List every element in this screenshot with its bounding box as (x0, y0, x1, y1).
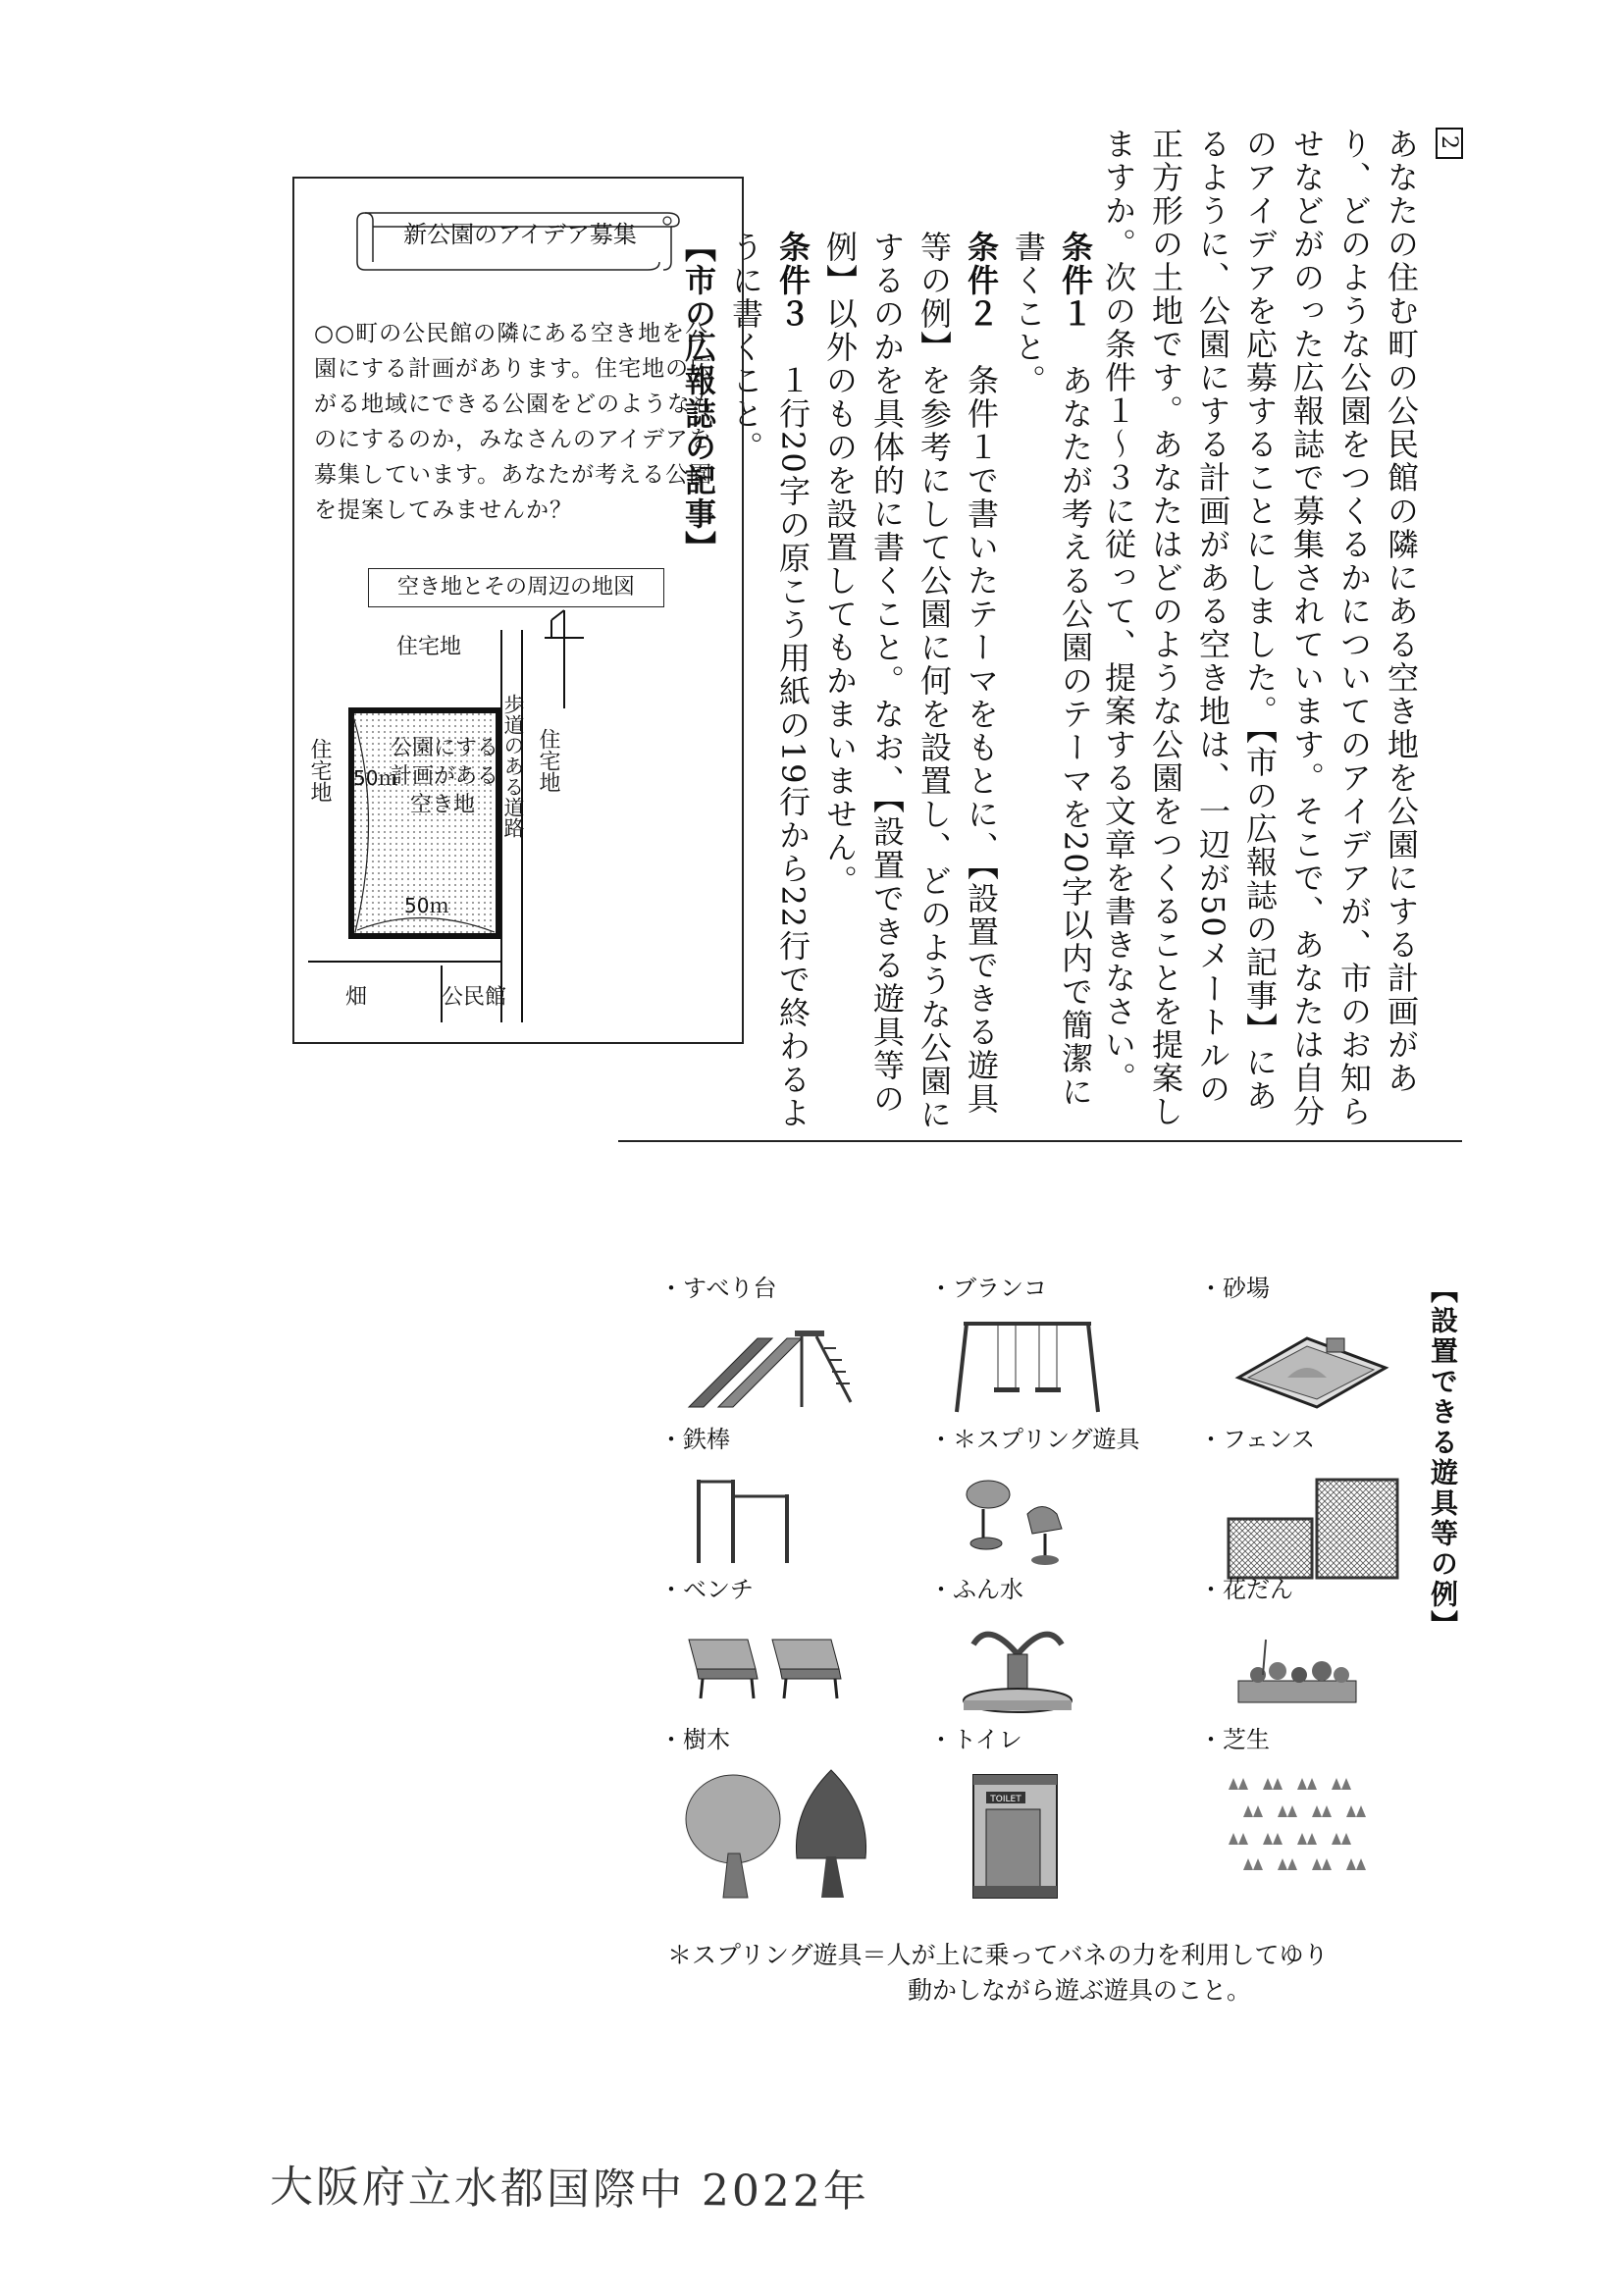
footnote-line-2: 動かしながら遊ぶ遊具のこと。 (908, 1976, 1252, 2005)
condition-1-head: 条件１ (1057, 231, 1094, 331)
equipment-spring-rider (929, 1425, 1145, 1572)
swing-icon (949, 1309, 1106, 1417)
map-label-north-residential: 住宅地 (396, 635, 462, 659)
notice-title: 新公園のアイデア募集 (403, 221, 637, 248)
toilet-icon (949, 1760, 1086, 1907)
conditions-block (680, 231, 1099, 1133)
fountain-icon (949, 1610, 1086, 1718)
spring-rider-icon (949, 1460, 1086, 1568)
slide-icon (679, 1309, 856, 1417)
lawn-icon (1219, 1760, 1386, 1878)
map-label-lot-3: 空き地 (410, 793, 476, 817)
condition-1-text: あなたが考える公園のテーマを20字以内で簡潔に書くこと。 (1010, 231, 1094, 1109)
map-label-west-residential: 住宅地 (307, 738, 332, 803)
condition-3-text: １行20字の原こう用紙の19行から22行で終わるように書くこと。 (727, 231, 812, 1130)
bench-icon (679, 1610, 856, 1708)
condition-2-head: 条件２ (963, 231, 1000, 331)
map-label-road: 歩道のある道路 (501, 694, 525, 838)
question-paragraph: あなたの住む町の公民館の隣にある空き地を公園にする計画があり、どのような公園をつくるかについてのアイデアが、市のお知らせなどがのった広報誌で募集されています。そこで、あなたは自分のアイデアを応募することにしました。【市の広報誌の記事】にあるように、公園にする計画がある空き地は、一辺が50メートルの正方形の土地です。あなたはどのような公園をつくることを提案しますか。次の条件１〜３に従って、提案する文章を書きなさい。 (1100, 128, 1420, 1128)
city-newsletter-article (292, 177, 744, 1044)
equipment-horizontal-bar (659, 1425, 875, 1572)
footnote-line-1: ＊スプリング遊具＝人が上に乗ってバネの力を利用してゆり (667, 1941, 1329, 1969)
footnote (667, 1938, 1413, 2009)
equipment-label (1199, 1725, 1270, 1754)
equipment-sandbox (1199, 1274, 1415, 1421)
map-label-lot-2: 計画がある (391, 764, 499, 789)
equipment-slide (659, 1274, 875, 1421)
equipment-label: ・フェンス (1199, 1426, 1316, 1453)
map-label-bottom-length: 50ｍ (404, 894, 449, 917)
condition-1 (1005, 231, 1099, 1133)
equipment-flowerbed (1199, 1575, 1415, 1722)
equipment-label: ・樹木 (659, 1726, 730, 1753)
fence-icon (1219, 1460, 1405, 1588)
equipment-label: ・鉄棒 (659, 1426, 730, 1453)
equipment-fence (1199, 1425, 1415, 1572)
handwritten-source-note: 大阪府立水都国際中 2022年 (269, 2162, 870, 2218)
toilet-sign: TOILET (990, 1795, 1021, 1804)
flowerbed-icon (1219, 1610, 1376, 1718)
site-map (294, 600, 742, 1042)
equipment-tree (659, 1725, 875, 1872)
equipment-label: ・砂場 (1199, 1275, 1270, 1302)
equipment-label: ・トイレ (929, 1726, 1022, 1753)
map-label-side-length: 50ｍ (353, 766, 398, 790)
map-label-east-residential: 住宅地 (536, 728, 560, 793)
tree-icon (679, 1760, 875, 1907)
equipment-label: ・ブランコ (929, 1275, 1047, 1302)
notice-body: ○○町の公民館の隣にある空き地を公園にする計画があります。住宅地の広がる地域にできる公園をどのようなものにするのか，みなさんのアイデアを募集しています。あなたが考える公園を提案してみませんか？ (314, 321, 714, 523)
equipment-lawn (1199, 1725, 1415, 1872)
condition-2 (816, 231, 1005, 1133)
equipment-label: ・＊スプリング遊具 (929, 1426, 1140, 1453)
equipment-label: ・ふん水 (929, 1576, 1023, 1603)
condition-2-text: 条件１で書いたテーマをもとに、【設置できる遊具等の例】を参考にして公園に何を設置し、どのような公園にするのかを具体的に書くこと。なお、【設置できる遊具等の例】以外のものを設置してもかまいません。 (821, 231, 1000, 1131)
map-label-community-hall: 公民館 (442, 985, 507, 1010)
question-number: 2 (1436, 128, 1463, 159)
equipment-swing (929, 1274, 1145, 1421)
section-divider (618, 1140, 1462, 1142)
sandbox-icon (1219, 1309, 1395, 1417)
equipment-fountain (929, 1575, 1145, 1722)
horizontal-bar-icon (679, 1460, 816, 1568)
map-caption: 空き地とその周辺の地図 (368, 568, 664, 607)
equipment-label: ・すべり台 (659, 1275, 777, 1302)
condition-3-head: 条件３ (774, 231, 812, 331)
equipment-toilet (929, 1725, 1145, 1872)
lawn-label: ・芝生 (1199, 1726, 1270, 1753)
equipment-label: ・花だん (1199, 1576, 1293, 1603)
equipment-bench (659, 1575, 875, 1722)
map-label-lot-1: 公園にする (391, 736, 499, 760)
map-label-field: 畑 (345, 985, 368, 1010)
article-heading: 【市の広報誌の記事】 (680, 231, 717, 564)
equipment-label: ・ベンチ (659, 1576, 754, 1603)
equipment-heading: 【設置できる遊具等の例】 (1427, 1276, 1459, 1641)
